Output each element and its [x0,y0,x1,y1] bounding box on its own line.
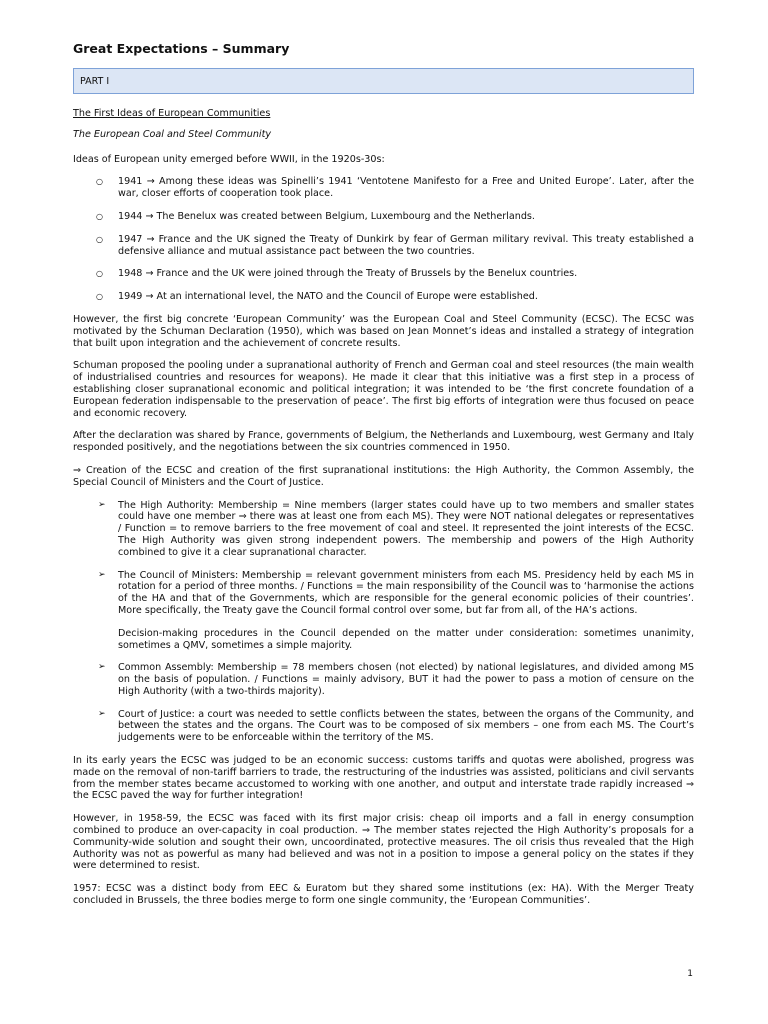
part-label: PART I [80,76,110,87]
timeline-item-1949: ○ 1949 → At an international level, the NATO and the Council of Europe were established. [73,291,694,303]
page-number: 1 [687,969,693,979]
timeline-item-1947: ○ 1947 → France and the UK signed the Treaty of Dunkirk by fear of German military revival. This treaty established a defensive alliance and mutual assistance pact between the two countries. [73,234,694,258]
timeline-item-1941: ○ 1941 → Among these ideas was Spinelli’s 1941 ‘Ventotene Manifesto for a Free and United Europe’. Later, after the war, closer efforts of cooperation took place. [73,176,694,200]
timeline-item-1948: ○ 1948 → France and the UK were joined through the Treaty of Brussels by the Benelux countries. [73,268,694,280]
crisis-paragraph: However, in 1958-59, the ECSC was faced with its first major crisis: cheap oil imports and a fall in energy consumption combined to produce an over-capacity in coal production. ⇒ The member states rejected the High Authority’s proposals for a Community-wide solution and sought their own, uncoordinated, protective measures. The oil crisis thus revealed that the High Authority was not as powerful as many had believed and was not in a position to impose a general policy on the states if they were determined to resist. [73,813,694,872]
creation-paragraph: ⇒ Creation of the ECSC and creation of the first supranational institutions: the High Authority, the Common Assembly, the Special Council of Ministers and the Court of Justice. [73,464,694,488]
institution-common-assembly: ➢ Common Assembly: Membership = 78 members chosen (not elected) by national legislatures, and divided among MS on the basis of population. / Functions = mainly advisory, BUT it had the power to pass a motion of censure on the High Authority (with a two-thirds majority). [73,662,694,697]
merger-paragraph: 1957: ECSC was a distinct body from EEC & Euratom but they shared some institutions (ex: HA). With the Merger Treaty concluded in Brussels, the three bodies merge to form one single community, the ‘European Communities’. [73,883,694,907]
document-body [73,108,694,907]
ecsc-paragraph: However, the first big concrete ‘European Community’ was the European Coal and Steel Community (ECSC). The ECSC was motivated by the Schuman Declaration (1950), which was based on Jean Monnet’s ideas and installed a strategy of integration that built upon integration and the achievement of concrete results. [73,313,694,349]
institution-council [73,570,694,652]
institution-court-of-justice: ➢ Court of Justice: a court was needed to settle conflicts between the states, between the organs of the Community, and between the states and the organs. The Court was to be composed of six members – one from each MS. The Court’s judgements were to be enforceable within the territory of the MS. [73,709,694,744]
institution-high-authority: ➢ The High Authority: Membership = Nine members (larger states could have up to two members and smaller states could have one member ⇒ there was at least one from each MS). They were NOT national delegates or representatives / Function = to remove barriers to the free movement of coal and steel. It represented the joint interests of the ECSC. The High Authority was given strong independent powers. The membership and powers of the High Authority combined to give it a clear supranational character. [73,500,694,559]
document-title: Great Expectations – Summary [73,41,290,56]
council-decision-making: Decision-making procedures in the Council depended on the matter under consideration: sometimes unanimity, sometimes a QMV, sometimes a simple majority. [118,627,694,651]
institutions-list [73,500,694,745]
schuman-paragraph: Schuman proposed the pooling under a supranational authority of French and German coal and steel resources (the main wealth of industrialised countries and resources for weapons). He made it clear that this initiative was a first step in a process of establishing closer supranational economic and political integration; it was intended to be ‘the first concrete foundation of a European federation indispensable to the preservation of peace’. The first big efforts of integration were thus focused on peace and economic recovery. [73,360,694,419]
part-heading-box [73,68,694,94]
section-heading: The First Ideas of European Communities [73,108,271,119]
timeline-item-1944: ○ 1944 → The Benelux was created between Belgium, Luxembourg and the Netherlands. [73,211,694,223]
success-paragraph: In its early years the ECSC was judged to be an economic success: customs tariffs and quotas were abolished, progress was made on the removal of non-tariff barriers to trade, the restructuring of the industries was assisted, politicians and civil servants from the member states became accustomed to working with one another, and output and interstate trade rapidly increased ⇒ the ECSC paved the way for further integration! [73,755,694,802]
intro-paragraph: Ideas of European unity emerged before WWII, in the 1920s-30s: [73,153,385,165]
council-description: ➢ The Council of Ministers: Membership = relevant government ministers from each MS. Presidency held by each MS in rotation for a period of three months. / Functions = the main responsibility of the Council was to ‘harmonise the actions of the HA and that of the Governments, which are responsible for the general economic policies of their countries’. More specifically, the Treaty gave the Council formal control over some, but far from all, of the HA’s actions. [118,569,694,616]
declaration-paragraph: After the declaration was shared by France, governments of Belgium, the Netherlands and Luxembourg, west Germany and Italy responded positively, and the negotiations between the six countries commenced in 1950. [73,430,694,454]
subsection-heading: The European Coal and Steel Community [73,128,272,140]
timeline-list [73,176,694,303]
